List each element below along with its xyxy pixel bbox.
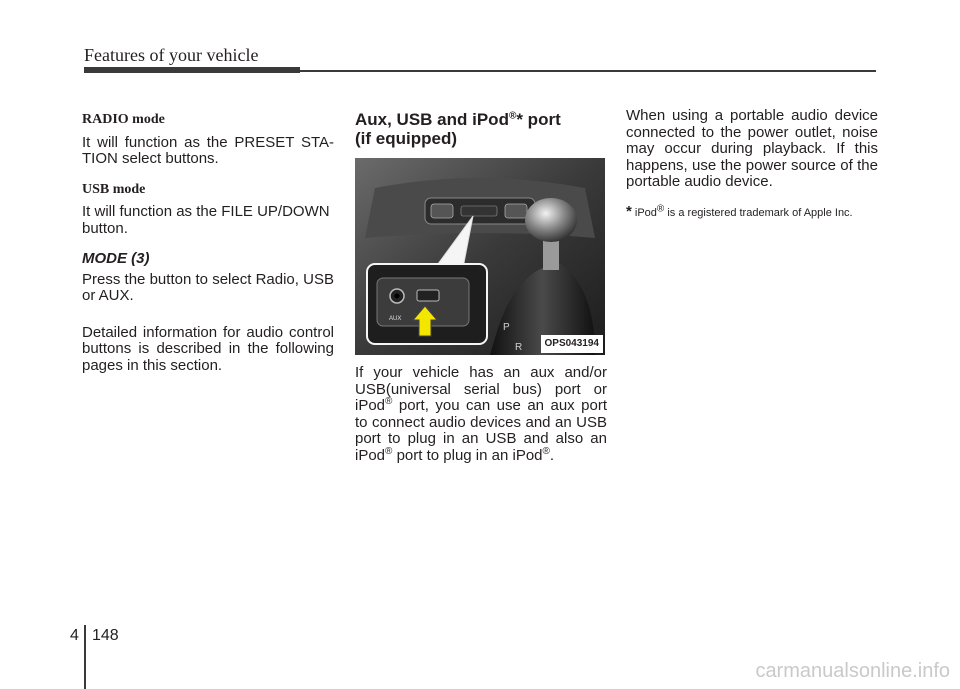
body-registered-2: ® (385, 445, 393, 457)
body-a: If your vehicle has an aux and/or USB(universal serial bus) port or iPod (355, 364, 607, 414)
page-header-title: Features of your vehicle (84, 45, 259, 65)
middle-column (355, 108, 607, 478)
body-registered-1: ® (385, 396, 393, 407)
body-d: . (549, 446, 555, 464)
port-section-heading (355, 110, 607, 148)
mode-heading: MODE (3) (82, 250, 150, 267)
header-rule-thick (84, 67, 300, 73)
footer-rule (84, 625, 86, 689)
body-b: port, you can use an aux port to connect audio devices and an USB port to plug in an USB and also an iPod (355, 397, 607, 464)
console-illustration (355, 158, 605, 355)
watermark: carmanualsonline.info (755, 660, 950, 682)
footnote-star: * (626, 202, 632, 220)
mode-text: Press the button to select Radio, USB or AUX. (82, 270, 334, 304)
right-column (626, 108, 878, 220)
heading-part2: * port (516, 110, 561, 129)
console-port-figure (355, 158, 605, 355)
detail-text: Detailed information for audio control buttons is described in the following pages in this section. (82, 323, 334, 374)
svg-text:R: R (515, 342, 523, 353)
trademark-footnote (626, 202, 878, 220)
left-column (82, 108, 334, 388)
body-registered-3: ® (542, 445, 550, 457)
usb-mode-heading: USB mode (82, 181, 146, 197)
heading-line2: (if equipped) (355, 129, 457, 148)
aux-label: AUX (389, 316, 402, 322)
figure-caption: OPS043194 (541, 335, 604, 354)
body-c: port to plug in an iPod (392, 446, 543, 464)
svg-text:P: P (503, 322, 510, 333)
usb-mode-text: It will function as the FILE UP/DOWN button. (82, 203, 330, 237)
heading-part1: Aux, USB and iPod (355, 110, 509, 129)
chapter-number: 4 (70, 627, 79, 644)
noise-warning-text: When using a portable audio device connected to the power outlet, noise may occur during playback. If this happens, use the power source of the portable audio device. (626, 107, 878, 190)
footnote-b: is a registered trademark of Apple Inc. (664, 206, 853, 219)
radio-mode-heading: RADIO mode (82, 112, 165, 127)
radio-mode-text: It will function as the PRESET STA-TION select buttons. (82, 133, 334, 167)
footnote-registered: ® (656, 202, 665, 214)
registered-mark: ® (508, 110, 517, 122)
footnote-a: iPod (631, 206, 657, 219)
header-rule-thin (300, 70, 876, 72)
port-body-text (355, 365, 607, 464)
page-number: 148 (92, 627, 119, 644)
